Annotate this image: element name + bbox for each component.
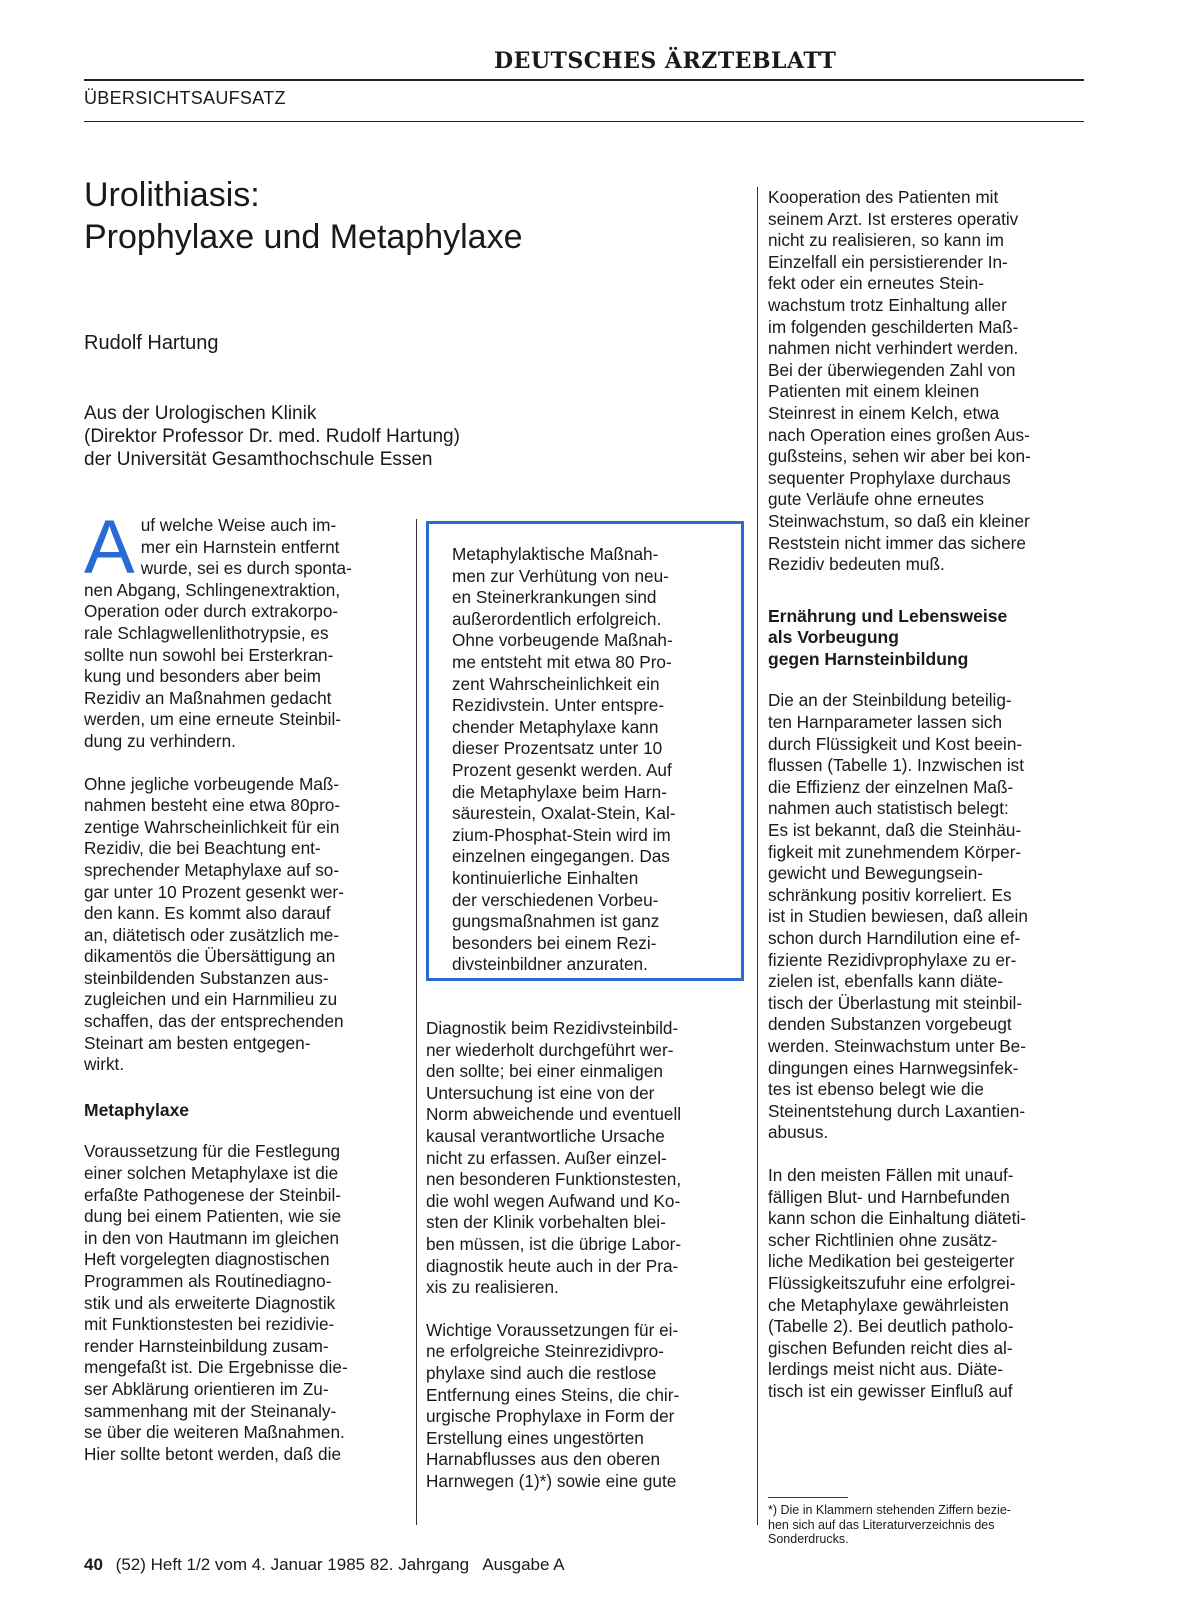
drop-cap: A [84, 505, 135, 590]
issue-info: (52) Heft 1/2 vom 4. Januar 1985 82. Jahrgang Ausgabe A [115, 1555, 565, 1574]
title-line-1: Urolithiasis: [84, 176, 260, 214]
paragraph: In den meisten Fällen mit unauf- fälligen Blut- und Harnbefunden kann schon die Einhaltung diäteti- scher Richtlinien ohne zusätz- liche Medikation bei gesteigerter Flüssigkeitszufuhr eine erfolgrei- che Metaphylaxe gewährleisten (Tabelle 2). Bei deutlich patholo- gischen Befunden reicht dies al- lerdings meist nicht aus. Diäte- tisch ist ein gewisser Einfluß auf [768, 1164, 1026, 1401]
page-footer [84, 1555, 565, 1575]
article-title [84, 174, 724, 258]
paragraph: Wichtige Voraussetzungen für ei- ne erfolgreiche Steinrezidivpro- phylaxe sind auch die restlose Entfernung eines Steins, die chir- urgische Prophylaxe in Form der Erstellung eines ungestörten Harnabflusses aus den oberen Harnwegen (1)*) sowie eine gute [426, 1319, 680, 1491]
paragraph: Die an der Steinbildung beteilig- ten Harnparameter lassen sich durch Flüssigkeit und Kost beein- flussen (Tabelle 1). Inzwischen ist die Effizienz der einzelnen Maß- nahmen auch statistisch belegt: Es ist bekannt, daß die Steinhäu- figkeit mit zunehmendem Körper- gewicht und Bewegungsein- schränkung positiv korreliert. Es ist in Studien bewiesen, daß allein schon durch Harndilution eine ef- fiziente Rezidivprophylaxe zu er- zielen ist, ebenfalls kann diäte- tisch der Überlastung mit steinbil- denden Substanzen vorgebeugt werden. Steinwachstum unter Be- dingungen eines Harnwegsinfek- tes ist ebenso belegt wie die Steinentstehung durch Laxantien- abusus. [768, 690, 1028, 1143]
header-rule-top [84, 79, 1084, 81]
section-heading-metaphylaxe: Metaphylaxe [84, 1099, 190, 1120]
author-name: Rudolf Hartung [84, 332, 219, 354]
footnote: *) Die in Klammern stehenden Ziffern bezie- hen sich auf das Literaturverzeichnis des Sonderdrucks. [768, 1503, 1011, 1546]
section-heading-ernaehrung: Ernährung und Lebensweise als Vorbeugung gegen Harnsteinbildung [768, 605, 1008, 669]
title-line-2: Prophylaxe und Metaphylaxe [84, 218, 523, 256]
column-divider-right [757, 187, 758, 1525]
paragraph: Voraussetzung für die Festlegung einer solchen Metaphylaxe ist die erfaßte Pathogenese der Steinbil- dung bei einem Patienten, wie sie in den von Hautmann im gleichen Heft vorgelegten diagnostischen Programmen als Routinediagno- stik und als erweiterte Diagnostik mit Funktionstesten bei rezidivie- render Harnsteinbildung zusam- mengefaßt ist. Die Ergebnisse die- ser Abklärung orientieren im Zu- sammenhang mit der Steinanaly- se über die weiteren Maßnahmen. Hier sollte betont werden, daß die [84, 1141, 348, 1464]
column-1 [84, 505, 400, 1486]
section-label: ÜBERSICHTSAUFSATZ [84, 88, 286, 108]
column-divider-middle [416, 519, 417, 1525]
paragraph: Diagnostik beim Rezidivsteinbild- ner wiederholt durchgeführt wer- den sollte; bei einer einmaligen Untersuchung ist eine von der Norm abweichende und eventuell kausal verantwortliche Ursache nicht zu erfassen. Außer einzel- nen besonderen Funktionstesten, die wohl wegen Aufwand und Ko- sten der Klinik vorbehalten blei- ben müssen, ist die übrige Labor- diagnostik heute auch in der Pra- xis zu realisieren. [426, 1018, 682, 1298]
page-number: 40 [84, 1555, 103, 1574]
paragraph: Kooperation des Patienten mit seinem Arzt. Ist ersteres operativ nicht zu realisieren, so kann im Einzelfall ein persistierender In- fekt oder ein erneutes Stein- wachstum trotz Einhaltung aller im folgenden geschilderten Maß- nahmen nicht verhindert werden. Bei der überwiegenden Zahl von Patienten mit einem kleinen Steinrest in einem Kelch, etwa nach Operation eines großen Aus- gußsteins, sehen wir aber bei kon- sequenter Prophylaxe durchaus gute Verläufe ohne erneutes Steinwachstum, so daß ein kleiner Reststein nicht immer das sichere Rezidiv bedeuten muß. [768, 187, 1031, 575]
journal-name: DEUTSCHES ÄRZTEBLATT [494, 48, 837, 74]
footnote-rule [768, 1497, 848, 1498]
paragraph: Ohne jegliche vorbeugende Maß- nahmen besteht eine etwa 80pro- zentige Wahrscheinlichkeit für ein Rezidiv, die bei Beachtung ent- sprechender Metaphylaxe auf so- gar unter 10 Prozent gesenkt wer- den kann. Es kommt also darauf an, diätetisch oder zusätzlich me- dikamentös die Übersättigung an steinbildenden Substanzen aus- zugleichen und ein Harnmilieu zu schaffen, das der entsprechenden Steinart am besten entgegen- wirkt. [84, 773, 344, 1075]
column-2 [426, 1018, 742, 1513]
intro-text: uf welche Weise auch im- mer ein Harnstein entfernt wurde, sei es durch sponta- nen Abgang, Schlingenextraktion, Operation oder durch extrakorpo- rale Schlagwellenlithotrypsie, es sollte nun sowohl bei Ersterkran- kung und besonders aber beim Rezidiv an Maßnahmen gedacht werden, um eine erneute Steinbil- dung zu verhindern. [84, 515, 352, 751]
column-3 [768, 187, 1084, 1423]
author-affiliation: Aus der Urologischen Klinik (Direktor Professor Dr. med. Rudolf Hartung) der Universität Gesamthochschule Essen [84, 403, 460, 470]
summary-text: Metaphylaktische Maßnah- men zur Verhütung von neu- en Steinerkrankungen sind außerordentlich erfolgreich. Ohne vorbeugende Maßnah- me entsteht mit etwa 80 Pro- zent Wahrscheinlichkeit ein Rezidivstein. Unter entspre- chender Metaphylaxe kann dieser Prozentsatz unter 10 Prozent gesenkt werden. Auf die Metaphylaxe beim Harn- säurestein, Oxalat-Stein, Kal- zium-Phosphat-Stein wird im einzelnen eingegangen. Das kontinuierliche Einhalten der verschiedenen Vorbeu- gungsmaßnahmen ist ganz besonders bei einem Rezi- divsteinbildner anzuraten. [452, 544, 676, 975]
header-rule-bottom [84, 121, 1084, 122]
summary-box [426, 521, 744, 981]
intro-paragraph [84, 505, 400, 753]
